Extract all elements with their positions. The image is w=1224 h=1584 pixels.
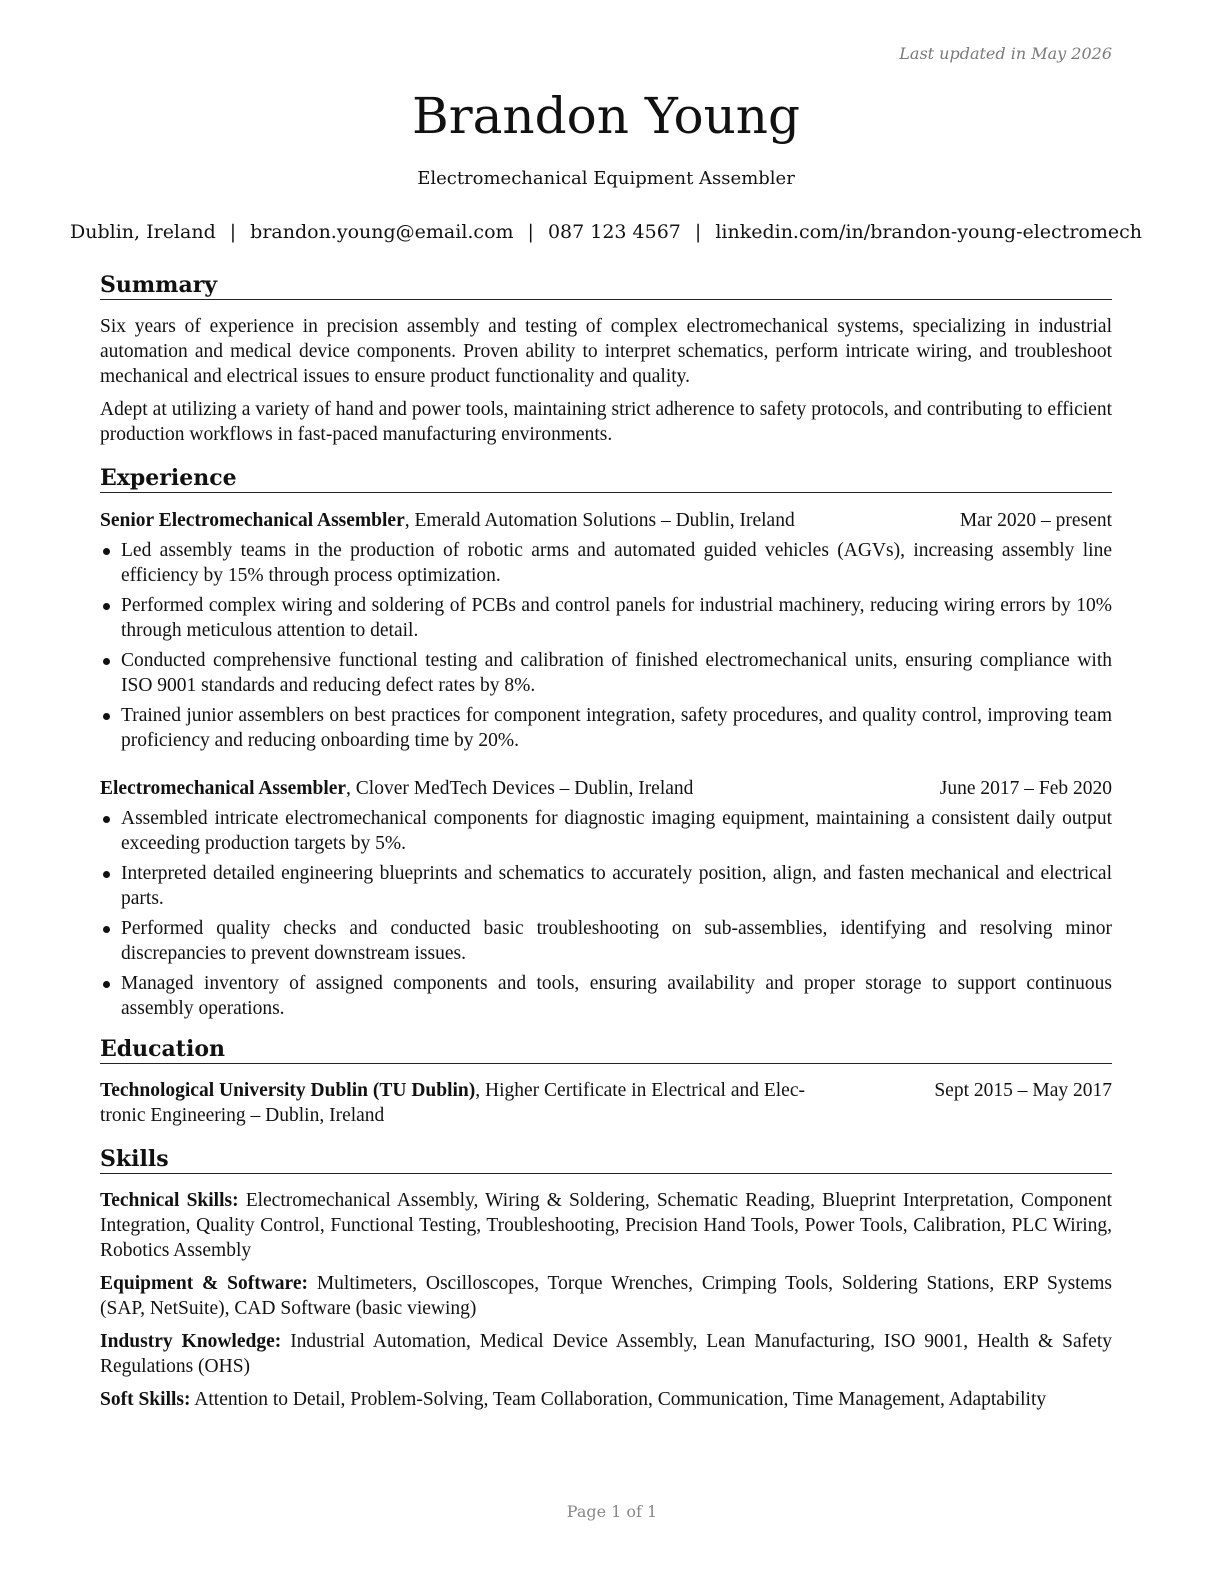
skill-group-label: Industry Knowledge: <box>100 1331 282 1352</box>
page-number: Page 1 of 1 <box>566 1502 658 1521</box>
job-header <box>100 776 1112 801</box>
last-updated: Last updated in May 2026 <box>899 44 1112 63</box>
skill-group-text: Multimeters, Oscilloscopes, Torque Wrenches, Crimping Tools, Soldering Stations, ERP Systems (SAP, NetSuite), CAD Software (basic viewing) <box>100 1273 1113 1319</box>
candidate-headline: Electromechanical Equipment Assembler <box>417 168 795 189</box>
job-role: Electromechanical Assembler <box>100 778 347 799</box>
contact-phone: 087 123 4567 <box>547 221 681 243</box>
skill-group-label: Technical Skills: <box>100 1190 239 1211</box>
section-title-education: Education <box>100 1035 1112 1064</box>
skill-group-text: Electromechanical Assembly, Wiring & Soldering, Schematic Reading, Blueprint Interpretation, Component Integration, Quality Control, Functional Testing, Troubleshooting, Precision Hand Tools, Power Tools, Calibration, PLC Wiring, Robotics Assembly <box>100 1190 1112 1261</box>
skill-group-label: Equipment & Software: <box>100 1273 308 1294</box>
job-bullet: Led assembly teams in the production of robotic arms and automated guided vehicles (AGVs), increasing assembly line efficiency by 15% through process optimization. <box>100 538 1112 588</box>
education-entry <box>100 1078 1112 1128</box>
section-title-summary: Summary <box>100 271 1112 300</box>
contact-separator: | <box>229 221 237 243</box>
contact-linkedin[interactable]: linkedin.com/in/brandon-young-electromech <box>715 221 1142 243</box>
job-bullet: Assembled intricate electromechanical components for diagnostic imaging equipment, maintaining a consistent daily output exceeding production targets by 5%. <box>100 806 1112 856</box>
contact-email[interactable]: brandon.young@email.com <box>250 221 514 243</box>
contact-separator: | <box>527 221 534 243</box>
skill-group <box>100 1387 1112 1412</box>
job-org: , Emerald Automation Solutions – Dublin, Ireland <box>404 510 795 531</box>
contact-line <box>0 218 1212 246</box>
education-dates: Sept 2015 – May 2017 <box>934 1080 1112 1101</box>
job-bullet: Performed complex wiring and soldering of PCBs and control panels for industrial machinery, reducing wiring errors by 10% through meticulous attention to detail. <box>100 593 1112 643</box>
job-dates: June 2017 – Feb 2020 <box>939 778 1112 799</box>
skill-group <box>100 1271 1112 1321</box>
skill-group-text: Attention to Detail, Problem-Solving, Team Collaboration, Communication, Time Management, Adaptability <box>190 1389 1047 1410</box>
contact-separator: | <box>694 221 702 243</box>
skill-group-text: Industrial Automation, Medical Device Assembly, Lean Manufacturing, ISO 9001, Health & Safety Regulations (OHS) <box>100 1331 1112 1377</box>
section-title-experience: Experience <box>100 464 1112 493</box>
contact-location: Dublin, Ireland <box>70 221 216 243</box>
summary-section <box>100 271 1112 447</box>
skill-group-label: Soft Skills: <box>100 1389 191 1410</box>
job-bullet: Performed quality checks and conducted basic troubleshooting on sub-assemblies, identifying and resolving minor discrepancies to prevent downstream issues. <box>100 916 1112 966</box>
job-bullet: Interpreted detailed engineering blueprints and schematics to accurately position, align, and fasten mechanical and electrical parts. <box>100 861 1112 911</box>
education-school: Technological University Dublin (TU Dublin) <box>100 1080 476 1101</box>
experience-section <box>100 464 1112 1021</box>
job-role: Senior Electromechanical Assembler <box>100 510 405 531</box>
candidate-name: Brandon Young <box>411 87 801 145</box>
skills-section <box>100 1145 1112 1412</box>
job-bullet: Conducted comprehensive functional testing and calibration of finished electromechanical units, ensuring compliance with ISO 9001 standards and reducing defect rates by 8%. <box>100 648 1112 698</box>
job-bullet: Managed inventory of assigned components and tools, ensuring availability and proper storage to support continuous assembly operations. <box>100 971 1112 1021</box>
education-section <box>100 1035 1112 1128</box>
job-bullet: Trained junior assemblers on best practices for component integration, safety procedures, and quality control, improving team proficiency and reducing onboarding time by 20%. <box>100 703 1112 753</box>
job-dates: Mar 2020 – present <box>959 510 1112 531</box>
section-title-skills: Skills <box>100 1145 1112 1174</box>
skill-group <box>100 1188 1112 1263</box>
summary-paragraph: Six years of experience in precision assembly and testing of complex electromechanical systems, specializing in industrial automation and medical device components. Proven ability to interpret schematics, perform intricate wiring, and troubleshoot mechanical and electrical issues to ensure product functionality and quality. <box>100 316 1112 387</box>
job-entry <box>100 508 1112 753</box>
job-bullets <box>100 806 1112 1021</box>
skill-group <box>100 1329 1112 1379</box>
job-bullets <box>100 538 1112 753</box>
education-program: , Higher Certificate in Electrical and Elec- <box>475 1080 805 1101</box>
summary-paragraph: Adept at utilizing a variety of hand and power tools, maintaining strict adherence to safety protocols, and contributing to efficient production workflows in fast-paced manufacturing environments. <box>100 399 1112 445</box>
job-org: , Clover MedTech Devices – Dublin, Ireland <box>346 778 694 799</box>
education-program-cont: tronic Engineering – Dublin, Ireland <box>100 1105 385 1126</box>
job-entry <box>100 776 1112 1021</box>
job-header <box>100 508 1112 533</box>
